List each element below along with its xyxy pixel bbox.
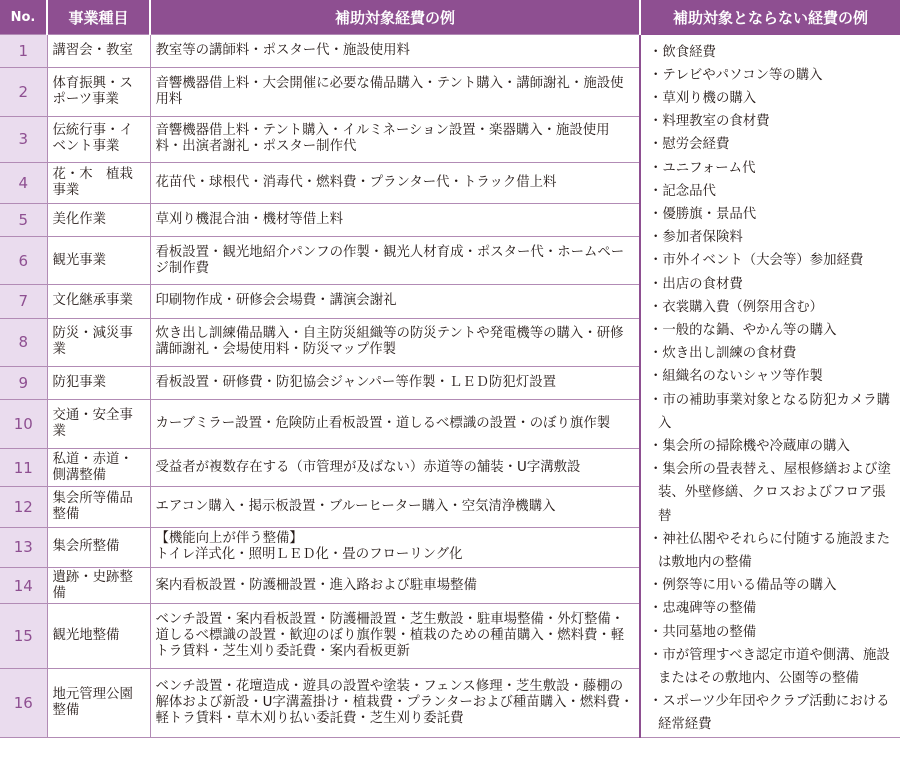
- row-number: 4: [0, 163, 47, 203]
- ineligible-item: ・組織名のないシャツ等作製: [649, 369, 823, 385]
- row-category: 交通・安全事業: [47, 400, 150, 448]
- row-category: 体育振興・スポーツ事業: [47, 68, 150, 116]
- row-eligible-items: 案内看板設置・防護柵設置・進入路および駐車場整備: [150, 567, 640, 603]
- row-number: 1: [0, 35, 47, 68]
- row-number: 15: [0, 604, 47, 669]
- header-row: [0, 0, 900, 35]
- row-eligible-items: 炊き出し訓練備品購入・自主防災組織等の防災テントや発電機等の購入・研修講師謝礼・会場使用料・防災マップ作製: [150, 318, 640, 366]
- row-category: 講習会・教室: [47, 35, 150, 68]
- header-ineligible: 補助対象とならない経費の例: [640, 0, 900, 35]
- row-eligible-items: 音響機器借上料・大会開催に必要な備品購入・テント購入・講師謝礼・施設使用料: [150, 68, 640, 116]
- row-number: 11: [0, 448, 47, 486]
- row-eligible-items: 印刷物作成・研修会会場費・講演会謝礼: [150, 285, 640, 318]
- ineligible-item: ・一般的な鍋、やかん等の購入: [649, 322, 837, 338]
- ineligible-item: ・スポーツ少年団やクラブ活動における経常経費: [649, 694, 890, 733]
- row-category: 観光地整備: [47, 604, 150, 669]
- header-category: 事業種目: [47, 0, 150, 35]
- row-category: 私道・赤道・側溝整備: [47, 448, 150, 486]
- row-eligible-items: 音響機器借上料・テント購入・イルミネーション設置・楽器購入・施設使用料・出演者謝礼・ポスター制作代: [150, 116, 640, 162]
- ineligible-item: ・市の補助事業対象となる防犯カメラ購入: [649, 392, 891, 431]
- row-items-heading: 【機能向上が伴う整備】: [155, 531, 303, 547]
- ineligible-item: ・料理教室の食材費: [649, 114, 770, 130]
- row-category: 地元管理公園整備: [47, 668, 150, 737]
- ineligible-item: ・参加者保険料: [649, 230, 743, 246]
- row-eligible-items: 花苗代・球根代・消毒代・燃料費・プランター代・トラック借上料: [150, 163, 640, 203]
- row-eligible-items: ベンチ設置・花壇造成・遊具の設置や塗装・フェンス修理・芝生敷設・藤棚の解体および新設・U字溝蓋掛け・植栽費・プランターおよび種苗購入・燃料費・軽トラ賃料・草木刈り払い委託費・芝生刈り委託費: [150, 668, 640, 737]
- ineligible-list: [640, 35, 900, 738]
- row-category: 集会所整備: [47, 527, 150, 567]
- ineligible-item: ・市が管理すべき認定市道や側溝、施設またはその敷地内、公園等の整備: [649, 647, 890, 686]
- row-category: 防犯事業: [47, 367, 150, 400]
- table-row: [0, 35, 900, 68]
- ineligible-item: ・炊き出し訓練の食材費: [649, 346, 797, 362]
- row-eligible-items: カーブミラー設置・危険防止看板設置・道しるべ標識の設置・のぼり旗作製: [150, 400, 640, 448]
- row-category: 観光事業: [47, 236, 150, 284]
- row-number: 16: [0, 668, 47, 737]
- ineligible-item: ・集会所の畳表替え、屋根修繕および塗装、外壁修繕、クロスおよびフロア張替: [649, 462, 891, 524]
- row-items-text: トイレ洋式化・照明ＬＥＤ化・畳のフローリング化: [155, 547, 463, 563]
- row-number: 9: [0, 367, 47, 400]
- row-number: 14: [0, 567, 47, 603]
- ineligible-item: ・慰労会経費: [649, 137, 730, 153]
- row-category: 花・木 植栽事業: [47, 163, 150, 203]
- ineligible-item: ・記念品代: [649, 183, 716, 199]
- row-eligible-items: 受益者が複数存在する（市管理が及ばない）赤道等の舗装・U字溝敷設: [150, 448, 640, 486]
- row-eligible-items: 教室等の講師料・ポスター代・施設使用料: [150, 35, 640, 68]
- ineligible-item: ・ユニフォーム代: [649, 160, 756, 176]
- ineligible-item: ・出店の食材費: [649, 276, 743, 292]
- row-eligible-items: ベンチ設置・案内看板設置・防護柵設置・芝生敷設・駐車場整備・外灯整備・道しるべ標識の設置・歓迎のぼり旗作製・植栽のための種苗購入・燃料費・軽トラ賃料・芝生刈り委託費・案内看板更新: [150, 604, 640, 669]
- row-number: 6: [0, 236, 47, 284]
- ineligible-item: ・テレビやパソコン等の購入: [649, 67, 823, 83]
- header-eligible: 補助対象経費の例: [150, 0, 640, 35]
- row-number: 7: [0, 285, 47, 318]
- ineligible-item: ・忠魂碑等の整備: [649, 601, 757, 617]
- row-eligible-items: 看板設置・観光地紹介パンフの作製・観光人材育成・ポスター代・ホームページ制作費: [150, 236, 640, 284]
- row-number: 2: [0, 68, 47, 116]
- row-number: 12: [0, 487, 47, 527]
- ineligible-item: ・共同墓地の整備: [649, 624, 757, 640]
- row-eligible-items: 草刈り機混合油・機材等借上料: [150, 203, 640, 236]
- row-category: 遺跡・史跡整備: [47, 567, 150, 603]
- row-number: 13: [0, 527, 47, 567]
- row-number: 8: [0, 318, 47, 366]
- row-category: 集会所等備品整備: [47, 487, 150, 527]
- ineligible-item: ・例祭等に用いる備品等の購入: [649, 578, 837, 594]
- row-category: 美化作業: [47, 203, 150, 236]
- row-number: 10: [0, 400, 47, 448]
- header-no: No.: [0, 0, 47, 35]
- row-category: 文化継承事業: [47, 285, 150, 318]
- ineligible-item: ・優勝旗・景品代: [649, 206, 757, 222]
- ineligible-item: ・集会所の掃除機や冷蔵庫の購入: [649, 438, 850, 454]
- row-number: 5: [0, 203, 47, 236]
- row-category: 防災・減災事業: [47, 318, 150, 366]
- row-eligible-items: 看板設置・研修費・防犯協会ジャンパー等作製・ＬＥＤ防犯灯設置: [150, 367, 640, 400]
- ineligible-item: ・衣裳購入費（例祭用含む）: [649, 299, 824, 315]
- row-eligible-items: エアコン購入・掲示板設置・ブルーヒーター購入・空気清浄機購入: [150, 487, 640, 527]
- row-eligible-items: [150, 527, 640, 567]
- ineligible-item: ・草刈り機の購入: [649, 90, 757, 106]
- ineligible-item: ・神社仏閣やそれらに付随する施設または敷地内の整備: [649, 531, 891, 570]
- ineligible-item: ・飲食経費: [649, 44, 716, 60]
- table-body: [0, 35, 900, 738]
- ineligible-item: ・市外イベント（大会等）参加経費: [649, 253, 864, 269]
- row-category: 伝統行事・イベント事業: [47, 116, 150, 162]
- row-number: 3: [0, 116, 47, 162]
